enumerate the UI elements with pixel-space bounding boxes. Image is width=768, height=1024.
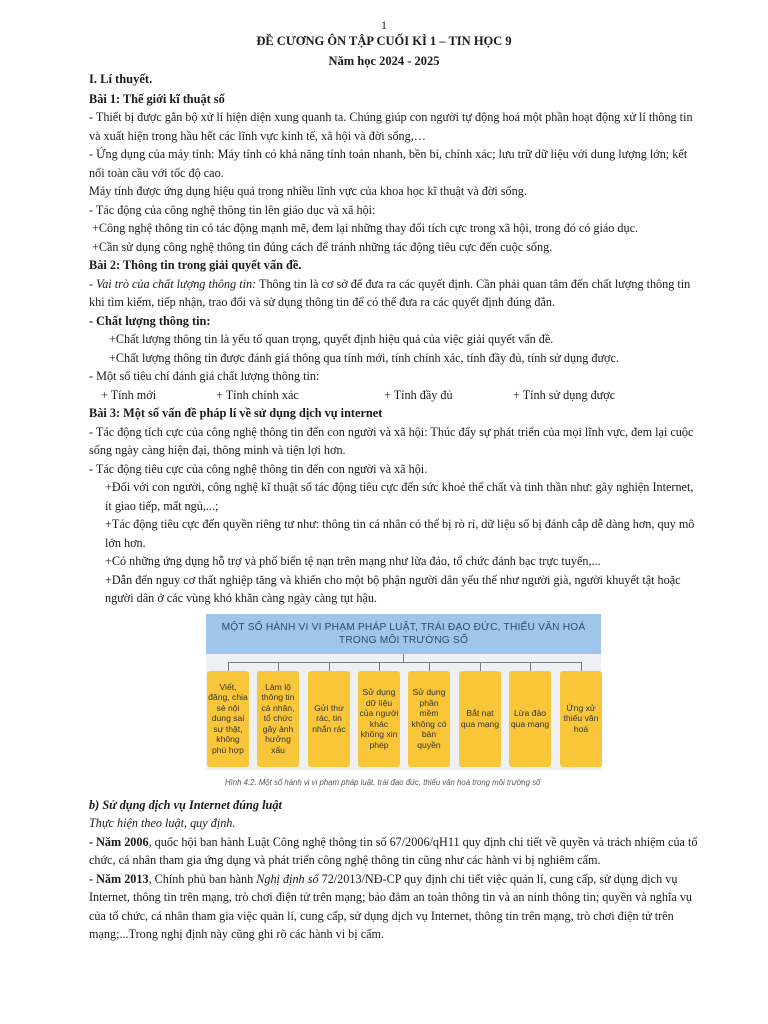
year-2013: - Năm 2013 bbox=[89, 871, 149, 886]
criteria-list bbox=[89, 386, 699, 405]
document-subtitle: Năm học 2024 - 2025 bbox=[328, 54, 440, 68]
bai2-bullet: +Chất lượng thông tin được đánh giá thông qua tính mới, tính chính xác, tính đầy đủ, tính sử dụng được. bbox=[109, 350, 619, 365]
bai1-paragraph: - Tác động của công nghệ thông tin lên giáo dục và xã hội: bbox=[89, 202, 376, 217]
figure-boxes bbox=[207, 671, 602, 767]
page-number: 1 bbox=[381, 18, 387, 32]
bai2-paragraph bbox=[89, 275, 699, 312]
violation-box: Bắt nạt qua mạng bbox=[459, 671, 501, 767]
violations-figure bbox=[89, 614, 699, 796]
partb-paragraph bbox=[89, 870, 699, 944]
bai2-subheading: - Chất lượng thông tin: bbox=[89, 313, 211, 328]
bai3-bullet: +Dẫn đến nguy cơ thất nghiệp tăng và khiến cho một bộ phận người dân yếu thế như người già, người khuyết tật hoặc người dân ở các vùng khó khăn càng ngày càng tụt hậu. bbox=[105, 572, 681, 605]
violation-box: Viết, đăng, chia sẻ nội dung sai sự thật, không phù hợp bbox=[207, 671, 249, 767]
connector-line bbox=[329, 662, 330, 671]
connector-line bbox=[379, 662, 380, 671]
connector-line bbox=[228, 662, 229, 671]
connector-line bbox=[403, 654, 404, 662]
violation-box: Gửi thư rác, tin nhắn rác bbox=[308, 671, 350, 767]
bai1-bullet: +Công nghệ thông tin có tác động mạnh mẽ, đem lại những thay đổi tích cực trong xã hội, trong đó có giáo dục. bbox=[92, 221, 639, 235]
criteria-item: + Tính mới bbox=[101, 387, 157, 402]
criteria-item: + Tính sử dụng được bbox=[513, 387, 616, 402]
bai1-heading: Bài 1: Thế giới kĩ thuật số bbox=[89, 91, 225, 106]
figure-caption: Hình 4.2. Một số hành vi vi phạm pháp luật, trái đạo đức, thiếu văn hoá trong môi trường số bbox=[225, 777, 541, 787]
violation-box: Sử dụng dữ liệu của người khác không xin phép bbox=[358, 671, 400, 767]
connector-line bbox=[530, 662, 531, 671]
partb-text: , Chính phủ ban hành bbox=[148, 871, 257, 886]
criteria-item: + Tính đầy đủ bbox=[384, 387, 453, 402]
bai2-heading: Bài 2: Thông tin trong giải quyết vấn đề. bbox=[89, 258, 302, 272]
decree-label: Nghị định số bbox=[256, 871, 319, 886]
document-body bbox=[89, 70, 699, 944]
figure-header: MỘT SỐ HÀNH VI VI PHẠM PHÁP LUẬT, TRÁI ĐẠO ĐỨC, THIẾU VĂN HOÁ TRONG MÔI TRƯỜNG SỐ bbox=[206, 614, 601, 654]
connector-line bbox=[581, 662, 582, 671]
violation-box: Làm lộ thông tin cá nhân, tổ chức gây ảnh hưởng xấu bbox=[257, 671, 299, 767]
partb-paragraph bbox=[89, 833, 699, 870]
bai2-italic-lead: - Vai trò của chất lượng thông tin: bbox=[89, 276, 257, 291]
section-heading: I. Lí thuyết. bbox=[89, 72, 153, 86]
bai3-bullet: +Đối với con người, công nghệ kĩ thuật số tác động tiêu cực đến sức khoẻ thể chất và tinh thần như: gây nghiện Internet, ít giao tiếp, mất ngủ,...; bbox=[105, 480, 694, 513]
bai1-bullet: +Cần sử dụng công nghệ thông tin đúng cách để tránh những tác động tiêu cực đến cuộc sống. bbox=[92, 239, 553, 254]
violation-box: Ứng xử thiếu văn hoá bbox=[560, 671, 602, 767]
document-title: ĐỀ CƯƠNG ÔN TẬP CUỐI KÌ 1 – TIN HỌC 9 bbox=[256, 34, 512, 48]
bai3-bullet: +Tác động tiêu cực đến quyền riêng tư như: thông tin cá nhân có thể bị rò rỉ, dữ liệu số bị đánh cắp dễ dàng hơn, quy mô lớn hơn. bbox=[105, 517, 695, 550]
bai2-lead-rest: Thông tin là cơ sở để đưa ra các quyết định. Cần phải quan tâm đến chất lượng thông tin khi tìm kiếm, tiếp nhận, trao đổi và sử dụng thông tin để có thể đưa ra các quyết định đúng đắn. bbox=[89, 276, 691, 309]
bai1-paragraph: Máy tính được ứng dụng hiệu quả trong nhiều lĩnh vực của khoa học kĩ thuật và đời sống. bbox=[89, 184, 527, 198]
connector-line bbox=[278, 662, 279, 671]
bai1-paragraph: - Ứng dụng của máy tính: Máy tính có khả năng tính toán nhanh, bền bỉ, chính xác; lưu trữ dữ liệu với dung lượng lớn; kết nối toàn cầu với tốc độ cao. bbox=[89, 147, 688, 180]
partb-heading: b) Sử dụng dịch vụ Internet đúng luật bbox=[89, 797, 282, 812]
partb-text: , quốc hội ban hành Luật Công nghệ thông tin số 67/2006/qH11 quy định chi tiết về quyền và trách nhiệm của tổ chức, cá nhân tham gia ứng dụng và phát triển công nghệ thông tin cũng như các hành vi bị nghiêm cấm. bbox=[89, 834, 698, 867]
violation-box: Sử dụng phần mềm không có bản quyền bbox=[408, 671, 450, 767]
bai3-paragraph: - Tác động tích cực của công nghệ thông tin đến con người và xã hội: Thúc đẩy sự phát triển của mọi lĩnh vực, đem lại cuộc sống ngày càng hiện đại, thông minh và tiện lợi hơn. bbox=[89, 424, 694, 457]
bai2-paragraph: - Một số tiêu chí đánh giá chất lượng thông tin: bbox=[89, 369, 320, 383]
violation-box: Lừa đảo qua mạng bbox=[509, 671, 551, 767]
bai2-bullet: +Chất lượng thông tin là yếu tố quan trọng, quyết định hiệu quả của việc giải quyết vấn đề. bbox=[109, 332, 554, 346]
criteria-item: + Tính chính xác bbox=[216, 387, 299, 402]
connector-line bbox=[228, 662, 581, 663]
bai1-paragraph: - Thiết bị được gắn bộ xử lí hiện diện xung quanh ta. Chúng giúp con người tự động hoá một phần hoạt động xử lí thông tin và xuất hiện trong hầu hết các lĩnh vực kinh tế, xã hội và đời sống,… bbox=[89, 110, 693, 143]
connector-line bbox=[480, 662, 481, 671]
partb-text: 72/2013/NĐ-CP quy định chi tiết việc quản lí, cung cấp, sử dụng dịch vụ Internet, thông tin trên mạng, trò chơi điện tử trên mạng; bảo đảm an toàn thông tin và an ninh thông tin; quyền và nghĩa vụ của tổ chức, cá nhân tham gia việc quản lí, cung cấp, sử dụng dịch vụ Internet, thông tin trên mạng, trò chơi điện tử trên mạng;...Trong nghị định này cũng ghi rõ các hành vi bị cấm. bbox=[89, 871, 693, 941]
partb-subheading: Thực hiện theo luật, quy định. bbox=[89, 816, 236, 830]
connector-line bbox=[429, 662, 430, 671]
year-2006: - Năm 2006 bbox=[89, 834, 149, 849]
bai3-heading: Bài 3: Một số vấn đề pháp lí về sử dụng dịch vụ internet bbox=[89, 406, 383, 420]
bai3-bullet: +Có những ứng dụng hỗ trợ và phổ biến tệ nạn trên mạng như lừa đảo, tổ chức đánh bạc trực tuyến,... bbox=[105, 554, 601, 568]
bai3-paragraph: - Tác động tiêu cực của công nghệ thông tin đến con người và xã hội. bbox=[89, 461, 428, 476]
